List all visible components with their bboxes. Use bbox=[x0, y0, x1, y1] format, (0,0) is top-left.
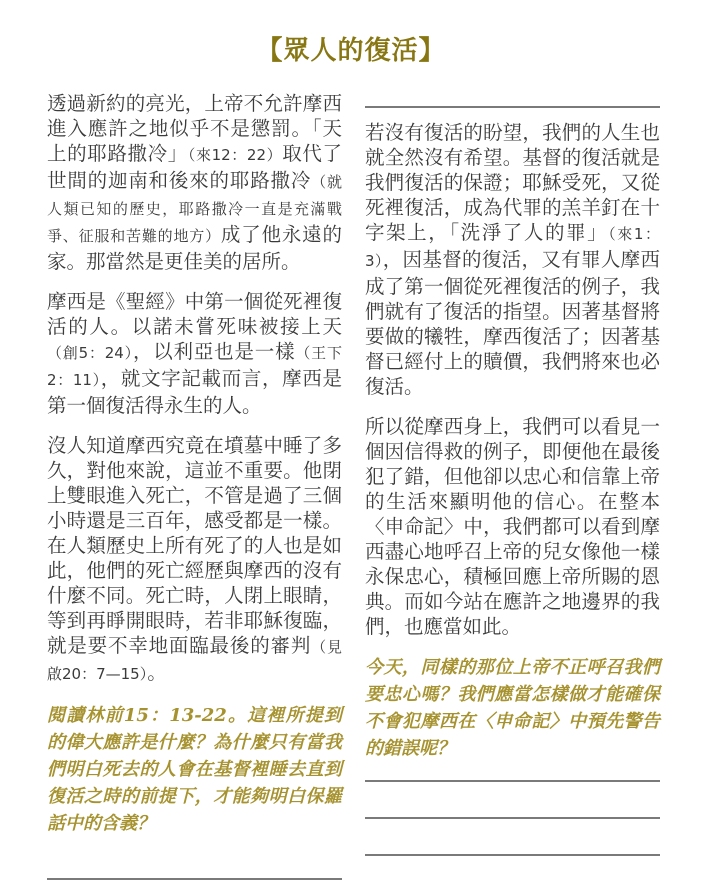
paragraph bbox=[365, 414, 660, 639]
answer-writing-line bbox=[365, 91, 660, 108]
scripture-reference: （王下2：11） bbox=[47, 344, 342, 389]
paragraph bbox=[47, 289, 342, 418]
answer-lines-right-top bbox=[365, 91, 660, 108]
scripture-reference: （來1：3） bbox=[365, 225, 660, 270]
scripture-reference: （來12：22） bbox=[187, 146, 283, 164]
answer-lines-right-bottom bbox=[365, 768, 660, 856]
text-run: 取代了世間的迦南和後來的耶路撒冷 bbox=[47, 142, 342, 192]
text-run: 成了他永遠的家。那當然是更佳美的居所。 bbox=[47, 223, 342, 273]
text-run: 。 bbox=[147, 661, 167, 684]
text-run: 若沒有復活的盼望，我們的人生也就全然沒有希望。基督的復活就是我們復活的保證；耶穌受死，又從死裡復活，成為代罪的羔羊釘在十字架上，「洗淨了人的罪」 bbox=[365, 121, 660, 244]
left-paragraphs bbox=[47, 91, 342, 687]
answer-writing-line bbox=[365, 819, 660, 856]
paragraph bbox=[47, 91, 342, 274]
study-question-right: 今天，同樣的那位上帝不正呼召我們要忠心嗎？我們應當怎樣做才能確保不會犯摩西在〈申命記〉中預先警告的錯誤呢？ bbox=[365, 657, 660, 759]
two-column-layout bbox=[0, 91, 702, 881]
page-title: 【眾人的復活】 bbox=[256, 36, 446, 66]
paragraph bbox=[47, 433, 342, 687]
scripture-reference: （創5：24） bbox=[47, 344, 133, 362]
answer-writing-line bbox=[365, 768, 660, 782]
text-run: 透過新約的亮光，上帝不允許摩西進入應許之地似乎不是懲罰。「天上的耶路撒冷」 bbox=[47, 92, 342, 165]
scripture-reference: （見啟20：7—15） bbox=[47, 638, 342, 683]
left-column bbox=[47, 91, 342, 881]
text-run: ，以利亞也是一樣 bbox=[132, 340, 296, 363]
text-run: 沒人知道摩西究竟在墳墓中睡了多久，對他來說，這並不重要。他閉上雙眼進入死亡，不管是過了三個小時還是三百年，感受都是一樣。在人類歷史上所有死了的人也是如此，他們的死亡經歷與摩西的沒有什麼不同。死亡時，人閉上眼睛，等到再睜開眼時，若非耶穌復臨，就是要不幸地面臨最後的審判 bbox=[47, 434, 342, 657]
text-run: ，就文字記載而言，摩西是第一個復活得永生的人。 bbox=[47, 367, 342, 417]
paragraph bbox=[365, 120, 660, 399]
right-paragraphs bbox=[365, 120, 660, 639]
answer-writing-line bbox=[365, 782, 660, 819]
answer-lines-left bbox=[47, 843, 342, 881]
scripture-reference: （就人類已知的歷史，耶路撒冷一直是充滿戰爭、征服和苦難的地方） bbox=[47, 173, 342, 245]
answer-writing-line bbox=[47, 843, 342, 880]
right-column bbox=[365, 91, 660, 881]
study-question-left: 閱讀林前15：13-22。這裡所提到的偉大應許是什麼？為什麼只有當我們明白死去的人會在基督裡睡去直到復活之時的前提下，才能夠明白保羅話中的含義？ bbox=[47, 705, 342, 834]
text-run: 所以從摩西身上，我們可以看見一個因信得救的例子，即便他在最後犯了錯，但他卻以忠心和信靠上帝的生活來顯明他的信心。在整本〈申命記〉中，我們都可以看到摩西盡心地呼召上帝的兒女像他一樣永保忠心，積極回應上帝所賜的恩典。而如今站在應許之地邊界的我們，也應當如此。 bbox=[365, 415, 660, 638]
text-run: 摩西是《聖經》中第一個從死裡復活的人。以諾未嘗死味被接上天 bbox=[47, 290, 342, 338]
text-run: ，因基督的復活，又有罪人摩西成了第一個從死裡復活的例子，我們就有了復活的指望。因著基督將要做的犧牲，摩西復活了；因著基督已經付上的贖價，我們將來也必復活。 bbox=[365, 248, 660, 398]
